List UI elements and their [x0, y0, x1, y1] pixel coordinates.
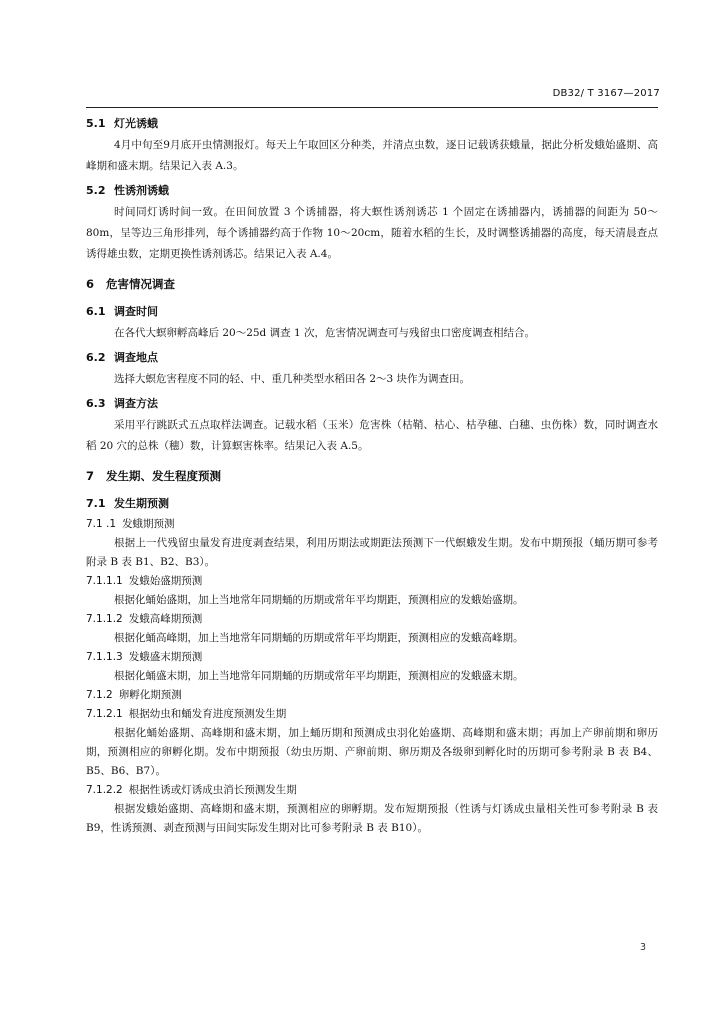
section-paragraph-5-2: 时间同灯诱时间一致。在田间放置 3 个诱捕器，将大螟性诱剂诱芯 1 个固定在诱捕器内，诱捕器的间距为 50～80m，呈等边三角形排列，每个诱捕器约高于作物 10～20cm，随着水稻的生长，及时调整诱捕器的高度，每天清晨查点诱得雄虫数，定期更换性诱剂诱芯。结果记入表 A.4。: [86, 206, 658, 260]
header-rule: [86, 107, 658, 108]
chapter-number: 6: [86, 277, 95, 291]
subsection-paragraph-7-1-1-3: 根据化蛹盛末期，加上当地常年同期蛹的历期或常年平均期距，预测相应的发蛾盛末期。: [114, 670, 524, 682]
subsection-heading-7-1-1-2: [86, 610, 658, 629]
section-title: 调查方法: [114, 397, 158, 410]
subsection-title: 根据幼虫和蛹发育进度预测发生期: [128, 708, 287, 720]
subsection-title: 根据性诱或灯诱成虫消长预测发生期: [128, 784, 297, 796]
section-number: 6.2: [86, 351, 106, 364]
subsection-paragraph-7-1-1: 根据上一代残留虫量发育进度剥查结果，利用历期法或期距法预测下一代螟蛾发生期。发布中期预报（蛹历期可参考附录 B 表 B1、B2、B3）。: [86, 537, 658, 568]
subsection-number: 7.1.1.3: [86, 651, 123, 663]
section-number: 5.1: [86, 117, 106, 130]
subsection-title: 发蛾期预测: [122, 518, 175, 530]
subsection-heading-7-1-2-2: [86, 781, 658, 800]
subsection-paragraph-7-1-1-1: 根据化蛹始盛期，加上当地常年同期蛹的历期或常年平均期距，预测相应的发蛾始盛期。: [114, 594, 524, 606]
section-title: 调查地点: [114, 351, 158, 364]
subsection-heading-7-1-1-1: [86, 572, 658, 591]
page-number: 3: [639, 942, 646, 953]
section-title: 灯光诱蛾: [114, 117, 158, 130]
subsection-paragraph-7-1-2-1: 根据化蛹始盛期、高峰期和盛末期，加上蛹历期和预测成虫羽化始盛期、高峰期和盛末期；再加上产卵前期和卵历期，预测相应的卵孵化期。发布中期预报（幼虫历期、产卵前期、卵历期及各级卵到孵化时的历期可参考附录 B 表 B4、B5、B6、B7）。: [86, 727, 658, 777]
chapter-number: 7: [86, 469, 95, 483]
chapter-title: 危害情况调查: [106, 277, 175, 291]
subsection-heading-7-1-2: [86, 686, 658, 705]
subsection-number: 7.1.2: [86, 689, 113, 701]
section-heading-5-2: [86, 180, 658, 202]
subsection-title: 卵孵化期预测: [118, 689, 182, 701]
subsection-heading-7-1-2-1: [86, 705, 658, 724]
section-heading-7-1: [86, 493, 658, 515]
chapter-heading-7: [86, 465, 658, 487]
subsection-number: 7.1.1.1: [86, 575, 123, 587]
subsection-number: 7.1.1.2: [86, 613, 123, 625]
chapter-heading-6: [86, 273, 658, 295]
section-title: 调查时间: [114, 305, 158, 318]
subsection-number: 7.1.2.1: [86, 708, 123, 720]
subsection-paragraph-7-1-2-2: 根据发蛾始盛期、高峰期和盛末期，预测相应的卵孵期。发布短期预报（性诱与灯诱成虫量相关性可参考附录 B 表 B9，性诱预测、剥查预测与田间实际发生期对比可参考附录 B 表 B10）。: [86, 803, 658, 834]
section-heading-5-1: [86, 113, 658, 135]
subsection-number: 7.1 .1: [86, 518, 117, 530]
section-number: 6.1: [86, 305, 106, 318]
section-title: 性诱剂诱蛾: [114, 184, 169, 197]
section-heading-6-2: [86, 347, 658, 369]
subsection-title: 发蛾盛末期预测: [128, 651, 203, 663]
subsection-number: 7.1.2.2: [86, 784, 123, 796]
section-paragraph-6-3: 采用平行跳跃式五点取样法调查。记载水稻（玉米）危害株（枯鞘、枯心、枯孕穗、白穗、虫伤株）数，同时调查水稻 20 穴的总株（穗）数，计算螟害株率。结果记入表 A.5。: [86, 419, 658, 452]
subsection-paragraph-7-1-1-2: 根据化蛹高峰期，加上当地常年同期蛹的历期或常年平均期距，预测相应的发蛾高峰期。: [114, 632, 524, 644]
section-paragraph-6-2: 选择大螟危害程度不同的轻、中、重几种类型水稻田各 2～3 块作为调查田。: [114, 373, 471, 385]
section-heading-6-1: [86, 301, 658, 323]
section-paragraph-5-1: 4月中旬至9月底开虫情测报灯。每天上午取回区分种类，并清点虫数，逐日记载诱获蛾量，据此分析发蛾始盛期、高峰期和盛末期。结果记入表 A.3。: [86, 139, 658, 172]
subsection-heading-7-1-1-3: [86, 648, 658, 667]
chapter-title: 发生期、发生程度预测: [106, 469, 221, 483]
section-number: 5.2: [86, 184, 106, 197]
subsection-title: 发蛾始盛期预测: [128, 575, 203, 587]
subsection-heading-7-1-1: [86, 515, 658, 534]
section-paragraph-6-1: 在各代大螟卵孵高峰后 20～25d 调查 1 次，危害情况调查可与残留虫口密度调查相结合。: [114, 327, 535, 339]
section-heading-6-3: [86, 393, 658, 415]
section-number: 7.1: [86, 497, 106, 510]
section-title: 发生期预测: [114, 497, 169, 510]
section-number: 6.3: [86, 397, 106, 410]
page-content: [86, 113, 658, 838]
subsection-title: 发蛾高峰期预测: [128, 613, 203, 625]
standard-code: DB32/ T 3167—2017: [552, 88, 660, 99]
